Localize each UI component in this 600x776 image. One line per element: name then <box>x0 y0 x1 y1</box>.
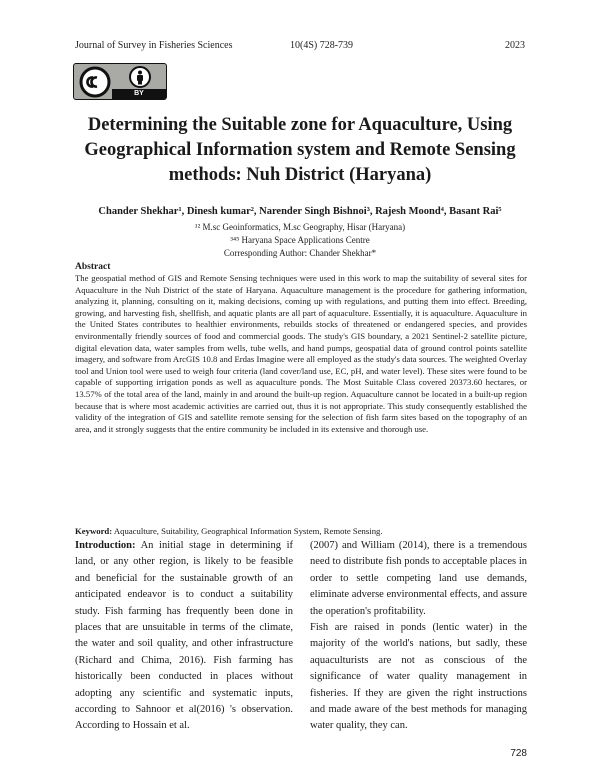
affiliation-1: ¹² M.sc Geoinformatics, M.sc Geography, Hisar (Haryana) <box>194 222 406 232</box>
journal-name: Journal of Survey in Fisheries Sciences <box>75 40 233 51</box>
volume-pages: 10(4S) 728-739 <box>290 40 354 51</box>
body-paragraph-2: Fish are raised in ponds (lentic water) in the majority of the world's nations, but sadly, these aquaculturists are not as conscious of the significance of water quality management in fisheries. If they are given the right instructions and made aware of the best methods for managing water quality, they can. <box>310 622 527 732</box>
corresponding-author: Corresponding Author: Chander Shekhar* <box>223 248 377 258</box>
introduction-label: Introduction: <box>75 540 136 551</box>
abstract-heading: Abstract <box>75 262 111 272</box>
cc-by-license-badge[interactable] <box>73 63 167 100</box>
by-label: BY <box>112 89 166 99</box>
paper-title: Determining the Suitable zone for Aquaculture, Using Geographical Information system and Remote Sensing methods: Nuh District (Haryana) <box>84 115 516 185</box>
affiliation-2: ³⁴⁵ Haryana Space Applications Centre <box>230 235 370 245</box>
author-list: Chander Shekhar¹, Dinesh kumar², Narender Singh Bishnoi³, Rajesh Moond⁴, Basant Rai⁵ <box>98 206 502 217</box>
page-number: 728 <box>510 748 527 759</box>
attribution-person-icon <box>130 67 150 87</box>
keywords <box>75 526 527 538</box>
keywords-text: Aquaculture, Suitability, Geographical Information System, Remote Sensing. <box>113 526 383 536</box>
body-paragraph-1: (2007) and William (2014), there is a tremendous need to distribute fish ponds to acceptable places in order to settle competing land use demands, eliminate adverse environmental effects, and assure the operation's profitability. <box>310 540 527 617</box>
body-right-column <box>310 538 527 735</box>
publication-year: 2023 <box>505 40 525 51</box>
body-left-column <box>75 538 293 735</box>
abstract-text: The geospatial method of GIS and Remote Sensing techniques were used in this work to map the suitability of several sites for Aquaculture in the Nuh District of the state of Haryana. Aquaculture management is the procedure for gathering information, analyzing it, planning, consulting on it, making decisions, coming up with regulations, and putting them into effect. Breeding, growing, and harvesting fish, shellfish, and aquatic plants are all part of aquaculture. Essentially, it is aquaculture. Aquaculture in the United States contributes to healthier environments, rebuilds stocks of threatened or endangered species, and provides environmentally friendly sources of food and commercial goods. The study's GIS boundary, a 2021 Sentinel-2 satellite picture, digital elevation data, water samples from wells, tube wells, and hand pumps, geospatial data of ground control points satellite imagery, and software from ArcGIS 10.8 and Erdas Imagine were all employed as the study's data sources. The weighted Overlay tool and Union tool were used to weigh four criteria (land cover/land use, EC, pH, and water level). These sites were found to be capable of supporting irrigation ponds as well as aquaculture ponds. The Most Suitable Class covered 20373.60 hectares, or 13.57% of the total area of the land, mainly in and around the built-up region. Aquaculture cannot be located in a built-up region because that is where most academic activities are carried out, thus it is not appropriate. This study consequently established the validity of the integration of GIS and satellite remote sensing for the selection of fish farm sites based on the topography of an area, and it strongly suggests that the entire community be included in its extensive and thorough use. <box>75 273 527 434</box>
creative-commons-cc-icon <box>81 68 109 96</box>
introduction-text: An initial stage in determining if land, or any other region, is likely to be feasible and beneficial for the sustainable growth of an anticipated endeavor is to conduct a suitability study. Fish farming has frequently been done in places that are unsuitable in terms of the climate, the water and soil quality, and other infrastructure (Richard and Chima, 2016). Fish farming has historically been conducted in places without adopting any scientific and systematic inputs, according to Sahnoor et al(2016) 's observation. According to Hossain et al. <box>75 540 293 732</box>
keywords-label: Keyword: <box>75 526 113 536</box>
